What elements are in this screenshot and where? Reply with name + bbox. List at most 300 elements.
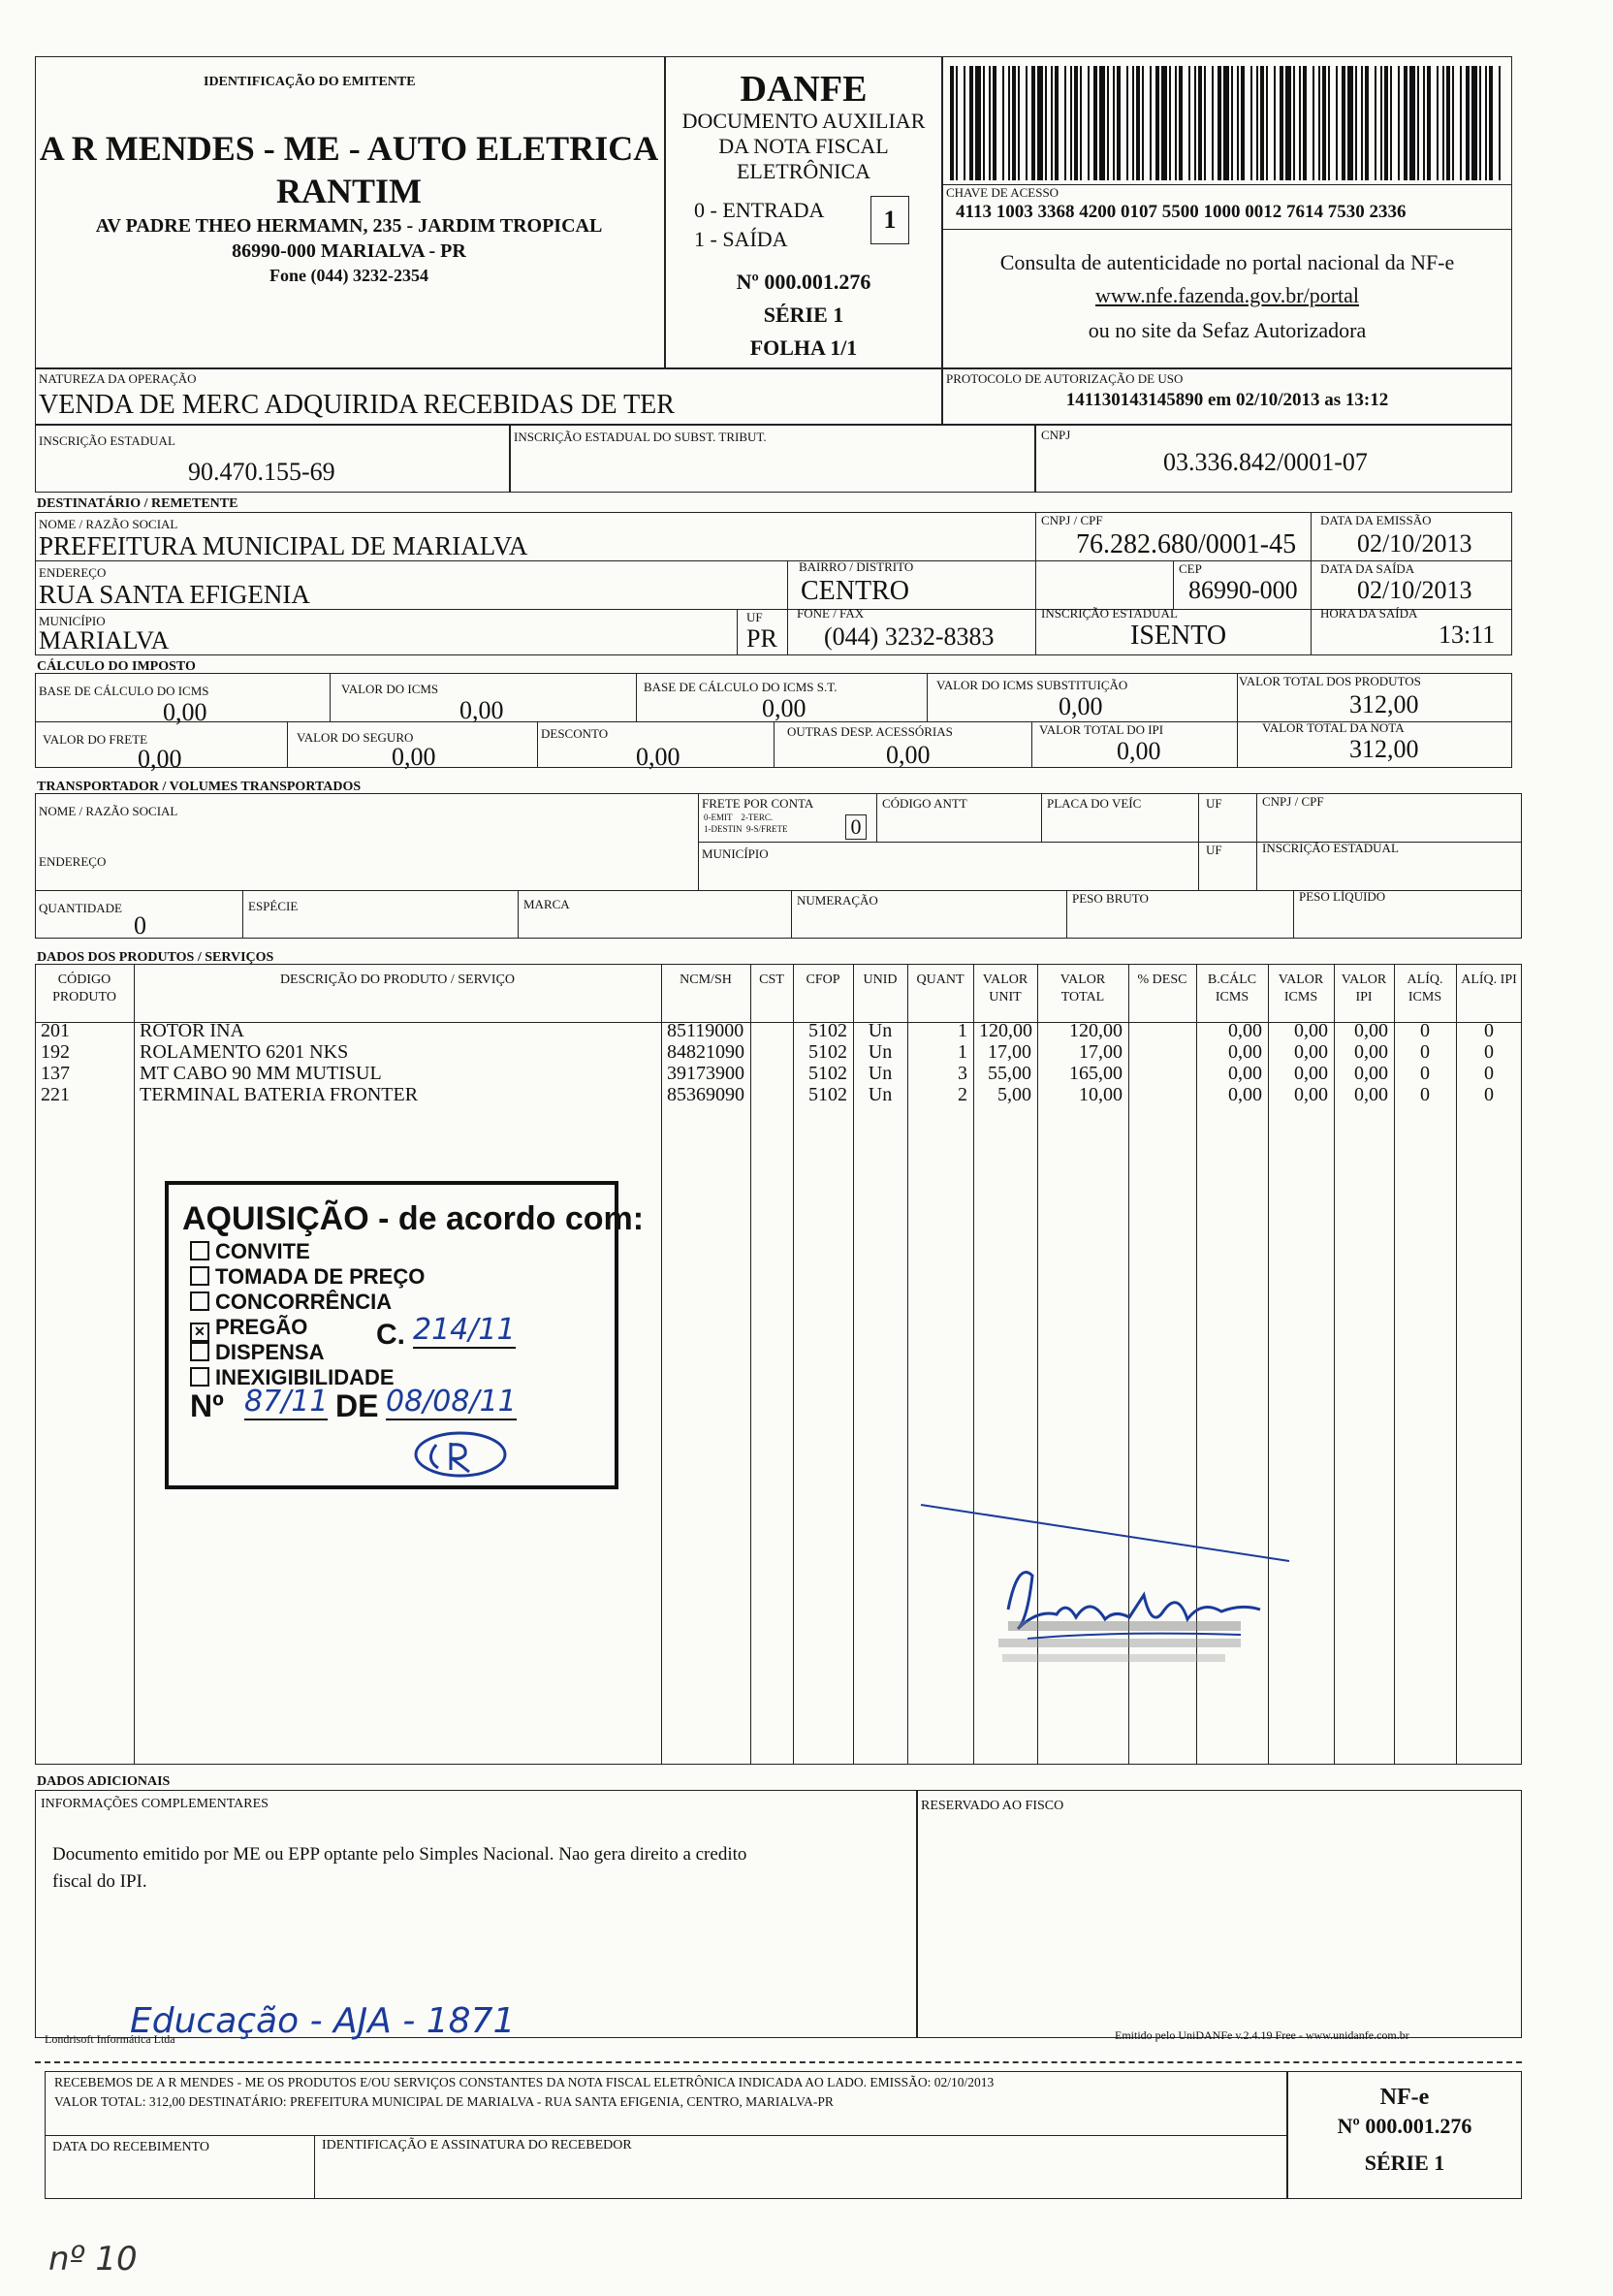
table-cell: 0,00	[1294, 1063, 1328, 1084]
transp-cnpj-label: CNPJ / CPF	[1262, 794, 1324, 809]
stamp-option-label: DISPENSA	[215, 1340, 325, 1364]
barcode-bar	[1070, 66, 1072, 180]
barcode-bar	[1175, 66, 1177, 180]
stamp-option	[190, 1290, 392, 1315]
table-cell: Un	[868, 1041, 893, 1063]
barcode-bar	[1256, 66, 1258, 180]
barcode-bar	[1237, 66, 1239, 180]
table-cell: 5102	[808, 1020, 847, 1041]
stamp-n-prefix: Nº	[190, 1388, 224, 1423]
table-cell: 221	[41, 1084, 70, 1105]
table-cell: 55,00	[988, 1063, 1031, 1084]
barcode-bar	[1423, 66, 1425, 180]
stamp-option-label: CONCORRÊNCIA	[215, 1290, 393, 1314]
transp-qtd-label: QUANTIDADE	[39, 901, 122, 915]
transp-frete-label: FRETE POR CONTA	[702, 796, 814, 811]
emitente-city: 86990-000 MARIALVA - PR	[232, 240, 466, 262]
barcode-bar	[1150, 66, 1152, 180]
stamp-option-label: INEXIGIBILIDADE	[215, 1365, 395, 1389]
barcode-bar	[983, 66, 985, 180]
emitente-name-line2: RANTIM	[276, 172, 422, 210]
barcode-bar	[1055, 66, 1059, 180]
transp-antt-label: CÓDIGO ANTT	[882, 796, 967, 811]
barcode-bar	[1212, 66, 1214, 180]
table-cell: 120,00	[1069, 1020, 1123, 1041]
table-header-cell: UNID	[863, 973, 898, 987]
table-header-cell: CÓDIGO PRODUTO	[52, 973, 116, 1004]
table-cell: 1	[958, 1041, 967, 1063]
danfe-serie: SÉRIE 1	[763, 303, 844, 327]
table-cell: 0,00	[1228, 1020, 1262, 1041]
bc-st-label: BASE DE CÁLCULO DO ICMS S.T.	[644, 680, 838, 694]
transp-peso-bruto-label: PESO BRUTO	[1072, 891, 1149, 906]
barcode-bar	[1442, 66, 1444, 180]
barcode-bar	[1008, 66, 1010, 180]
v-st-label: VALOR DO ICMS SUBSTITUIÇÃO	[936, 678, 1128, 692]
barcode-bar	[1018, 66, 1020, 180]
stamp-initials	[407, 1425, 514, 1483]
transp-uf-label: UF	[1206, 796, 1222, 811]
table-cell: 5,00	[997, 1084, 1031, 1105]
chave-label: CHAVE DE ACESSO	[946, 185, 1060, 200]
chave-consulta3: ou no site da Sefaz Autorizadora	[1088, 318, 1367, 342]
barcode-bar	[1361, 66, 1363, 180]
dest-emissao-label: DATA DA EMISSÃO	[1320, 513, 1432, 527]
table-header-cell: DESCRIÇÃO DO PRODUTO / SERVIÇO	[279, 973, 516, 987]
barcode-bar	[1479, 66, 1481, 180]
danfe-saida: 1 - SAÍDA	[694, 227, 788, 251]
v-prod: 312,00	[1349, 690, 1419, 718]
emit-cnpj-label: CNPJ	[1041, 428, 1071, 442]
barcode-bar	[1390, 66, 1392, 180]
barcode-bar	[1126, 66, 1128, 180]
barcode-bar	[1280, 66, 1283, 180]
barcode-bar	[1037, 66, 1043, 180]
page-note: nº 10	[48, 2240, 138, 2279]
v-st: 0,00	[1059, 692, 1103, 720]
checked-checkbox-icon: ✕	[190, 1323, 209, 1342]
barcode-bar	[1194, 66, 1196, 180]
dest-ie-label: INSCRIÇÃO ESTADUAL	[1041, 606, 1178, 621]
danfe-numero: Nº 000.001.276	[736, 270, 871, 294]
table-header-cell: VALOR UNIT	[982, 973, 1028, 1004]
canhoto-text2: VALOR TOTAL: 312,00 DESTINATÁRIO: PREFEITURA MUNICIPAL DE MARIALVA - RUA SANTA EFIGENIA, CENTRO, MARIALVA-PR	[54, 2094, 834, 2109]
barcode-bar	[1204, 66, 1206, 180]
barcode-bar	[975, 66, 981, 180]
barcode-bar	[1466, 66, 1470, 180]
ie-label: INSCRIÇÃO ESTADUAL	[39, 433, 175, 448]
barcode-bar	[1365, 66, 1369, 180]
barcode-bar	[1031, 66, 1035, 180]
canhoto-nfe: NF-e	[1379, 2085, 1430, 2110]
barcode-bar	[1169, 66, 1171, 180]
table-header-cell: ALÍQ. IPI	[1461, 973, 1517, 987]
chave-consulta1: Consulta de autenticidade no portal nacional da NF-e	[999, 250, 1455, 274]
checkbox-icon	[190, 1292, 209, 1311]
iest-label: INSCRIÇÃO ESTADUAL DO SUBST. TRIBUT.	[514, 430, 767, 444]
dest-hora-label: HORA DA SAÍDA	[1320, 606, 1418, 621]
transp-uf2-label: UF	[1206, 843, 1222, 857]
table-cell: 0,00	[1294, 1084, 1328, 1105]
barcode-bar	[1099, 66, 1105, 180]
dest-hora: 13:11	[1439, 621, 1496, 649]
emitente-name-line1: A R MENDES - ME - AUTO ELETRICA	[39, 129, 659, 168]
table-cell: 84821090	[667, 1041, 744, 1063]
barcode-bar	[1293, 66, 1295, 180]
barcode-bar	[1088, 66, 1090, 180]
transp-placa-label: PLACA DO VEÍC	[1047, 796, 1142, 811]
checkbox-icon	[190, 1342, 209, 1361]
canhoto-text1: RECEBEMOS DE A R MENDES - ME OS PRODUTOS E/OU SERVIÇOS CONSTANTES DA NOTA FISCAL ELETRÔNICA INDICADA AO LADO. EMISSÃO: 02/10/2013	[54, 2075, 995, 2089]
barcode-bar	[1318, 66, 1320, 180]
table-cell: ROLAMENTO 6201 NKS	[140, 1041, 349, 1063]
barcode-bar	[1223, 66, 1229, 180]
danfe-entrada: 0 - ENTRADA	[694, 198, 825, 222]
stamp-option	[190, 1315, 307, 1342]
dest-cnpj-label: CNPJ / CPF	[1041, 513, 1103, 527]
transp-especie-label: ESPÉCIE	[248, 899, 299, 913]
barcode	[950, 66, 1504, 180]
table-cell: 120,00	[979, 1020, 1032, 1041]
table-cell: 0,00	[1228, 1041, 1262, 1063]
info-label: INFORMAÇÕES COMPLEMENTARES	[41, 1797, 269, 1811]
barcode-bar	[1322, 66, 1326, 180]
table-cell: TERMINAL BATERIA FRONTER	[140, 1084, 419, 1105]
table-cell: Un	[868, 1020, 893, 1041]
ie-value: 90.470.155-69	[188, 458, 335, 486]
dest-endereco-label: ENDEREÇO	[39, 565, 107, 580]
dest-fone-label: FONE / FAX	[797, 606, 865, 621]
table-column-divider	[750, 964, 751, 1765]
emit-cnpj-value: 03.336.842/0001-07	[1163, 448, 1368, 476]
transp-numeracao-label: NUMERAÇÃO	[797, 893, 878, 908]
barcode-bar	[969, 66, 973, 180]
table-cell: 17,00	[1079, 1041, 1123, 1063]
barcode-bar	[1266, 66, 1268, 180]
dest-uf-label: UF	[746, 610, 763, 624]
nota-label: VALOR TOTAL DA NOTA	[1262, 720, 1405, 735]
transp-frete-value: 0	[845, 814, 867, 840]
ipi-label: VALOR TOTAL DO IPI	[1039, 722, 1164, 737]
canhoto-assin-label: IDENTIFICAÇÃO E ASSINATURA DO RECEBEDOR	[322, 2138, 632, 2152]
transp-box	[35, 793, 1522, 939]
outras-label: OUTRAS DESP. ACESSÓRIAS	[787, 724, 953, 739]
barcode-bar	[1132, 66, 1134, 180]
barcode-bar	[1064, 66, 1066, 180]
stamp-option	[190, 1340, 324, 1365]
barcode-bar	[1355, 66, 1357, 180]
table-cell: 0	[1484, 1063, 1494, 1084]
barcode-bar	[1218, 66, 1221, 180]
table-cell: 5102	[808, 1041, 847, 1063]
barcode-bar	[1161, 66, 1167, 180]
table-cell: 17,00	[988, 1041, 1031, 1063]
table-column-divider	[1456, 964, 1457, 1765]
barcode-bar	[1241, 66, 1245, 180]
barcode-bar	[1328, 66, 1330, 180]
table-cell: Un	[868, 1063, 893, 1084]
table-header-cell: B.CÁLC ICMS	[1207, 973, 1257, 1004]
transp-endereco-label: ENDEREÇO	[39, 854, 107, 869]
bc-st: 0,00	[762, 694, 806, 722]
frete-label: VALOR DO FRETE	[43, 732, 148, 747]
table-header-cell: CFOP	[806, 973, 840, 987]
barcode-bar	[1375, 66, 1376, 180]
dest-bairro-label: BAIRRO / DISTRITO	[799, 559, 914, 574]
table-cell: 0,00	[1294, 1020, 1328, 1041]
dest-section-label: DESTINATÁRIO / REMETENTE	[37, 496, 238, 511]
barcode-bar	[1285, 66, 1291, 180]
barcode-bar	[1347, 66, 1353, 180]
dest-saida-label: DATA DA SAÍDA	[1320, 561, 1415, 576]
protocolo-label: PROTOCOLO DE AUTORIZAÇÃO DE USO	[946, 371, 1184, 386]
desconto: 0,00	[636, 743, 680, 771]
emitente-address: AV PADRE THEO HERMAMN, 235 - JARDIM TROPICAL	[95, 215, 603, 237]
danfe-sub3: ELETRÔNICA	[736, 159, 871, 183]
table-cell: 165,00	[1069, 1063, 1123, 1084]
barcode-bar	[1002, 66, 1004, 180]
stamp-n-value: 87/11	[244, 1385, 329, 1419]
protocolo-value: 141130143145890 em 02/10/2013 as 13:12	[1065, 390, 1389, 410]
barcode-bar	[1107, 66, 1109, 180]
v-icms-label: VALOR DO ICMS	[341, 682, 439, 696]
frete: 0,00	[138, 745, 182, 773]
dest-saida: 02/10/2013	[1357, 576, 1472, 604]
table-cell: 0	[1484, 1084, 1494, 1105]
dest-bairro: CENTRO	[801, 576, 909, 606]
table-cell: 85369090	[667, 1084, 744, 1105]
barcode-bar	[1417, 66, 1419, 180]
barcode-bar	[1117, 66, 1121, 180]
v-icms: 0,00	[459, 696, 504, 724]
barcode-bar	[1136, 66, 1140, 180]
barcode-bar	[1093, 66, 1097, 180]
danfe-title: DANFE	[740, 69, 868, 110]
stamp-option	[190, 1239, 310, 1264]
table-cell: 5102	[808, 1084, 847, 1105]
canhoto-serie: SÉRIE 1	[1364, 2151, 1445, 2175]
ipi: 0,00	[1117, 737, 1161, 765]
info-line1: Documento emitido por ME ou EPP optante pelo Simples Nacional. Nao gera direito a credito	[52, 1844, 747, 1865]
barcode-bar	[1250, 66, 1252, 180]
barcode-bar	[1342, 66, 1345, 180]
table-cell: 0,00	[1354, 1084, 1388, 1105]
barcode-bar	[1427, 66, 1431, 180]
barcode-bar	[1409, 66, 1415, 180]
nota: 312,00	[1349, 735, 1419, 763]
stamp-title: AQUISIÇÃO - de acordo com:	[182, 1200, 645, 1237]
stamp-option	[190, 1264, 425, 1290]
table-column-divider	[661, 964, 662, 1765]
barcode-bar	[1404, 66, 1407, 180]
barcode-bar	[1313, 66, 1314, 180]
table-cell: MT CABO 90 MM MUTISUL	[140, 1063, 382, 1084]
stamp-option-label: CONVITE	[215, 1239, 310, 1263]
signature	[921, 1503, 1309, 1668]
barcode-bar	[1452, 66, 1454, 180]
chave-consulta2[interactable]: www.nfe.fazenda.gov.br/portal	[1094, 283, 1360, 307]
barcode-bar	[1460, 66, 1462, 180]
table-cell: Un	[868, 1084, 893, 1105]
barcode-bar	[1446, 66, 1450, 180]
table-cell: 0	[1420, 1084, 1430, 1105]
dest-endereco: RUA SANTA EFIGENIA	[39, 580, 310, 609]
table-cell: 10,00	[1079, 1084, 1123, 1105]
barcode-bar	[1231, 66, 1233, 180]
table-cell: 1	[958, 1020, 967, 1041]
natureza-value: VENDA DE MERC ADQUIRIDA RECEBIDAS DE TER	[39, 390, 675, 420]
barcode-bar	[1045, 66, 1047, 180]
handwritten-note: Educação - AJA - 1871	[130, 2001, 516, 2041]
dest-cep: 86990-000	[1188, 576, 1298, 604]
barcode-bar	[1336, 66, 1338, 180]
barcode-bar	[956, 66, 958, 180]
barcode-bar	[993, 66, 996, 180]
produtos-section-label: DADOS DOS PRODUTOS / SERVIÇOS	[37, 950, 274, 965]
transp-frete-opt2: 1-DESTIN 9-S/FRETE	[704, 824, 788, 834]
table-cell: 0	[1420, 1041, 1430, 1063]
barcode-bar	[1198, 66, 1202, 180]
transp-marca-label: MARCA	[523, 897, 570, 911]
dest-uf: PR	[746, 624, 777, 653]
dest-fone: (044) 3232-8383	[824, 622, 995, 651]
v-prod-label: VALOR TOTAL DOS PRODUTOS	[1239, 674, 1421, 688]
barcode-bar	[1260, 66, 1264, 180]
transp-peso-liq-label: PESO LÍQUIDO	[1299, 889, 1386, 904]
fisco-box	[917, 1790, 1522, 2038]
table-cell: 3	[958, 1063, 967, 1084]
table-cell: 137	[41, 1063, 70, 1084]
barcode-bar	[1471, 66, 1477, 180]
barcode-bar	[1485, 66, 1487, 180]
emitido-label: Emitido pelo UniDANFe v.2.4.19 Free - www.unidanfe.com.br	[1115, 2028, 1409, 2042]
barcode-bar	[1051, 66, 1053, 180]
checkbox-icon	[190, 1241, 209, 1260]
barcode-bar	[989, 66, 991, 180]
table-cell: 39173900	[667, 1063, 744, 1084]
desconto-label: DESCONTO	[541, 726, 609, 741]
barcode-bar	[1113, 66, 1115, 180]
emitente-section-label: IDENTIFICAÇÃO DO EMITENTE	[204, 75, 416, 89]
transp-nome-label: NOME / RAZÃO SOCIAL	[39, 804, 178, 818]
imposto-section-label: CÁLCULO DO IMPOSTO	[37, 659, 196, 674]
outras: 0,00	[886, 741, 931, 769]
fisco-label: RESERVADO AO FISCO	[921, 1799, 1064, 1813]
barcode-bar	[1012, 66, 1016, 180]
table-column-divider	[134, 964, 135, 1765]
table-cell: 0	[1420, 1020, 1430, 1041]
table-cell: 0	[1420, 1063, 1430, 1084]
barcode-bar	[1303, 66, 1307, 180]
barcode-bar	[1499, 66, 1501, 180]
danfe-sub2: DA NOTA FISCAL	[718, 134, 889, 158]
barcode-bar	[1074, 66, 1078, 180]
barcode-bar	[1142, 66, 1144, 180]
barcode-bar	[1380, 66, 1382, 180]
natureza-label: NATUREZA DA OPERAÇÃO	[39, 371, 197, 386]
table-cell: 0,00	[1294, 1041, 1328, 1063]
dest-emissao: 02/10/2013	[1357, 529, 1472, 558]
barcode-bar	[1179, 66, 1183, 180]
dest-municipio: MARIALVA	[39, 626, 170, 654]
dest-ie: ISENTO	[1130, 621, 1227, 651]
dest-cnpj: 76.282.680/0001-45	[1076, 529, 1297, 559]
canhoto-data-label: DATA DO RECEBIMENTO	[52, 2140, 209, 2154]
dest-nome: PREFEITURA MUNICIPAL DE MARIALVA	[39, 531, 528, 560]
transp-ie-label: INSCRIÇÃO ESTADUAL	[1262, 841, 1399, 855]
table-cell: 0,00	[1354, 1041, 1388, 1063]
barcode-bar	[1384, 66, 1388, 180]
table-column-divider	[1394, 964, 1395, 1765]
checkbox-icon	[190, 1367, 209, 1387]
barcode-bar	[1188, 66, 1190, 180]
canhoto-numero: Nº 000.001.276	[1337, 2114, 1472, 2138]
transp-qtd: 0	[134, 911, 146, 940]
seguro: 0,00	[392, 743, 436, 771]
checkbox-icon	[190, 1266, 209, 1286]
table-column-divider	[853, 964, 854, 1765]
table-header-cell: VALOR TOTAL	[1060, 973, 1106, 1004]
emitente-phone: Fone (044) 3232-2354	[269, 266, 428, 285]
table-cell: 5102	[808, 1063, 847, 1084]
barcode-bar	[964, 66, 965, 180]
table-header-cell: ALÍQ. ICMS	[1407, 973, 1443, 1004]
table-cell: ROTOR INA	[140, 1020, 244, 1041]
emitente-box	[35, 56, 665, 368]
barcode-bar	[1398, 66, 1400, 180]
barcode-bar	[1026, 66, 1028, 180]
table-cell: 192	[41, 1041, 70, 1063]
table-header-cell: % DESC	[1137, 973, 1187, 987]
barcode-bar	[1274, 66, 1276, 180]
dest-nome-label: NOME / RAZÃO SOCIAL	[39, 517, 178, 531]
barcode-bar	[1155, 66, 1159, 180]
bc-icms-label: BASE DE CÁLCULO DO ICMS	[39, 684, 209, 698]
stamp-option-label: TOMADA DE PREÇO	[215, 1264, 426, 1289]
danfe-tipo-box: 1	[870, 196, 909, 244]
info-line2: fiscal do IPI.	[52, 1871, 147, 1892]
barcode-bar	[1080, 66, 1082, 180]
stamp-option-label: PREGÃO	[215, 1315, 308, 1339]
software-label: Londrisoft Informática Ltda	[45, 2032, 175, 2046]
table-header-cell: NCM/SH	[680, 973, 732, 987]
table-header-cell: VALOR ICMS	[1278, 973, 1324, 1004]
transp-section-label: TRANSPORTADOR / VOLUMES TRANSPORTADOS	[37, 780, 362, 794]
barcode-bar	[1489, 66, 1493, 180]
stamp-c-value: 214/11	[413, 1313, 516, 1347]
dest-cep-label: CEP	[1179, 561, 1202, 576]
seguro-label: VALOR DO SEGURO	[297, 730, 414, 745]
table-column-divider	[907, 964, 908, 1765]
stamp-date-value: 08/08/11	[386, 1385, 517, 1419]
barcode-bar	[1437, 66, 1439, 180]
barcode-bar	[950, 66, 954, 180]
table-column-divider	[1334, 964, 1335, 1765]
chave-value: 4113 1003 3368 4200 0107 5500 1000 0012 7614 7530 2336	[956, 202, 1407, 222]
table-cell: 85119000	[667, 1020, 744, 1041]
table-cell: 0,00	[1354, 1020, 1388, 1041]
danfe-sub1: DOCUMENTO AUXILIAR	[681, 109, 926, 133]
table-cell: 2	[958, 1084, 967, 1105]
table-cell: 0	[1484, 1041, 1494, 1063]
bc-icms: 0,00	[163, 698, 207, 726]
table-cell: 0,00	[1228, 1084, 1262, 1105]
table-column-divider	[793, 964, 794, 1765]
transp-municipio-label: MUNICÍPIO	[702, 846, 769, 861]
table-cell: 0,00	[1354, 1063, 1388, 1084]
transp-frete-opt1: 0-EMIT 2-TERC.	[704, 813, 774, 822]
table-header-cell: VALOR IPI	[1341, 973, 1387, 1004]
